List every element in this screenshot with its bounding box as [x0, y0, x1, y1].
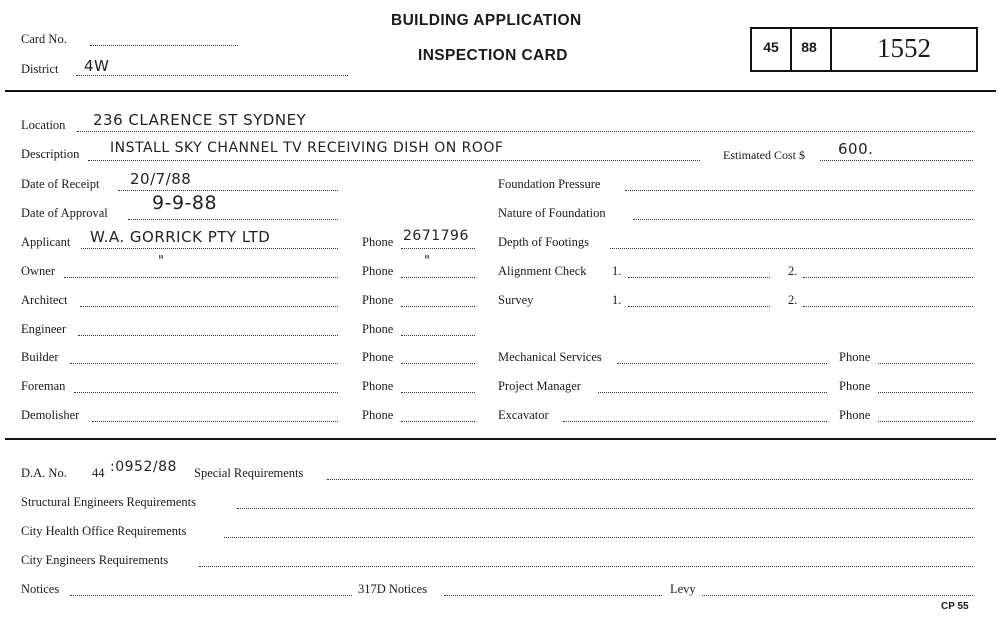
- nature-foundation-field[interactable]: [633, 219, 973, 220]
- engineers-requirements-label: City Engineers Requirements: [21, 553, 169, 567]
- demolisher-field[interactable]: [92, 421, 338, 422]
- description-field[interactable]: [88, 160, 700, 161]
- excavator-label: Excavator: [498, 408, 549, 422]
- builder-label: Builder: [21, 350, 59, 364]
- reference-box-3: [830, 27, 978, 72]
- card-title-line2: INSPECTION CARD: [418, 47, 568, 64]
- applicant-phone-value: 2671796: [403, 228, 469, 244]
- project-manager-field[interactable]: [598, 392, 827, 393]
- survey-label: Survey: [498, 293, 534, 307]
- estimated-cost-value: 600.: [838, 140, 874, 158]
- demolisher-label: Demolisher: [21, 408, 80, 422]
- notices-317d-field[interactable]: [444, 595, 662, 596]
- header-divider: [5, 90, 996, 92]
- applicant-phone-field[interactable]: [401, 248, 475, 249]
- reference-box-1-value: 45: [763, 39, 779, 55]
- builder-field[interactable]: [70, 363, 338, 364]
- owner-phone-field[interactable]: [401, 277, 475, 278]
- engineer-phone-field[interactable]: [401, 335, 475, 336]
- foreman-label: Foreman: [21, 379, 66, 393]
- estimated-cost-label: Estimated Cost $: [723, 148, 805, 162]
- levy-label: Levy: [670, 582, 696, 596]
- project-manager-label: Project Manager: [498, 379, 581, 393]
- survey-num1: 1.: [612, 293, 622, 307]
- mechanical-services-field[interactable]: [617, 363, 827, 364]
- special-requirements-field[interactable]: [327, 479, 973, 480]
- notices-317d-label: 317D Notices: [358, 582, 428, 596]
- project-manager-phone-field[interactable]: [878, 392, 973, 393]
- notices-label: Notices: [21, 582, 60, 596]
- description-label: Description: [21, 147, 80, 161]
- engineer-field[interactable]: [78, 335, 338, 336]
- alignment-check-field-2[interactable]: [803, 277, 973, 278]
- alignment-check-num2: 2.: [788, 264, 798, 278]
- demolisher-phone-label: Phone: [362, 408, 394, 422]
- depth-footings-field[interactable]: [610, 248, 973, 249]
- da-no-value: :0952/88: [110, 459, 177, 475]
- da-no-prefix: 44: [92, 466, 105, 480]
- foreman-field[interactable]: [74, 392, 338, 393]
- alignment-check-field-1[interactable]: [628, 277, 770, 278]
- engineer-label: Engineer: [21, 322, 67, 336]
- date-approval-label: Date of Approval: [21, 206, 108, 220]
- reference-box-1: [750, 27, 792, 72]
- excavator-phone-field[interactable]: [878, 421, 973, 422]
- district-label: District: [21, 62, 59, 76]
- demolisher-phone-field[interactable]: [401, 421, 475, 422]
- survey-num2: 2.: [788, 293, 798, 307]
- card-number-value: 1552: [877, 33, 931, 63]
- card-no-field[interactable]: [90, 45, 238, 46]
- applicant-label: Applicant: [21, 235, 71, 249]
- estimated-cost-field[interactable]: [820, 160, 973, 161]
- date-approval-value: 9-9-88: [152, 192, 218, 214]
- depth-footings-label: Depth of Footings: [498, 235, 589, 249]
- levy-field[interactable]: [702, 595, 973, 596]
- location-field[interactable]: [77, 131, 973, 132]
- middle-divider: [5, 438, 996, 440]
- card-no-label: Card No.: [21, 32, 67, 46]
- alignment-check-label: Alignment Check: [498, 264, 587, 278]
- engineer-phone-label: Phone: [362, 322, 394, 336]
- owner-value: ": [158, 254, 165, 269]
- applicant-value: W.A. GORRICK PTY LTD: [90, 228, 271, 246]
- owner-phone-label: Phone: [362, 264, 394, 278]
- engineers-requirements-field[interactable]: [199, 566, 973, 567]
- mechanical-phone-field[interactable]: [878, 363, 973, 364]
- applicant-phone-label: Phone: [362, 235, 394, 249]
- foundation-pressure-field[interactable]: [625, 190, 973, 191]
- da-no-label: D.A. No.: [21, 466, 67, 480]
- survey-field-2[interactable]: [803, 306, 973, 307]
- card-title-line1: BUILDING APPLICATION: [391, 12, 582, 29]
- architect-label: Architect: [21, 293, 68, 307]
- excavator-phone-label: Phone: [839, 408, 871, 422]
- reference-box-2-value: 88: [801, 39, 817, 55]
- project-manager-phone-label: Phone: [839, 379, 871, 393]
- nature-foundation-label: Nature of Foundation: [498, 206, 606, 220]
- architect-phone-label: Phone: [362, 293, 394, 307]
- date-receipt-label: Date of Receipt: [21, 177, 100, 191]
- description-value: INSTALL SKY CHANNEL TV RECEIVING DISH ON ROOF: [110, 140, 504, 156]
- applicant-field[interactable]: [81, 248, 338, 249]
- foreman-phone-field[interactable]: [401, 392, 475, 393]
- district-field[interactable]: [76, 75, 348, 76]
- notices-field[interactable]: [70, 595, 352, 596]
- builder-phone-field[interactable]: [401, 363, 475, 364]
- excavator-field[interactable]: [563, 421, 827, 422]
- foundation-pressure-label: Foundation Pressure: [498, 177, 601, 191]
- location-value: 236 CLARENCE ST SYDNEY: [93, 111, 307, 129]
- date-receipt-value: 20/7/88: [130, 170, 192, 188]
- structural-requirements-field[interactable]: [237, 508, 973, 509]
- structural-requirements-label: Structural Engineers Requirements: [21, 495, 196, 509]
- builder-phone-label: Phone: [362, 350, 394, 364]
- date-receipt-field[interactable]: [118, 190, 338, 191]
- architect-field[interactable]: [80, 306, 338, 307]
- survey-field-1[interactable]: [628, 306, 770, 307]
- owner-phone-value: ": [424, 254, 431, 269]
- architect-phone-field[interactable]: [401, 306, 475, 307]
- location-label: Location: [21, 118, 66, 132]
- foreman-phone-label: Phone: [362, 379, 394, 393]
- form-code: CP 55: [941, 601, 969, 612]
- health-requirements-field[interactable]: [224, 537, 973, 538]
- health-requirements-label: City Health Office Requirements: [21, 524, 187, 538]
- date-approval-field[interactable]: [128, 219, 338, 220]
- owner-field[interactable]: [64, 277, 338, 278]
- special-requirements-label: Special Requirements: [194, 466, 304, 480]
- reference-box-2: [788, 27, 832, 72]
- owner-label: Owner: [21, 264, 56, 278]
- mechanical-services-label: Mechanical Services: [498, 350, 602, 364]
- alignment-check-num1: 1.: [612, 264, 622, 278]
- mechanical-phone-label: Phone: [839, 350, 871, 364]
- district-value: 4W: [84, 57, 110, 75]
